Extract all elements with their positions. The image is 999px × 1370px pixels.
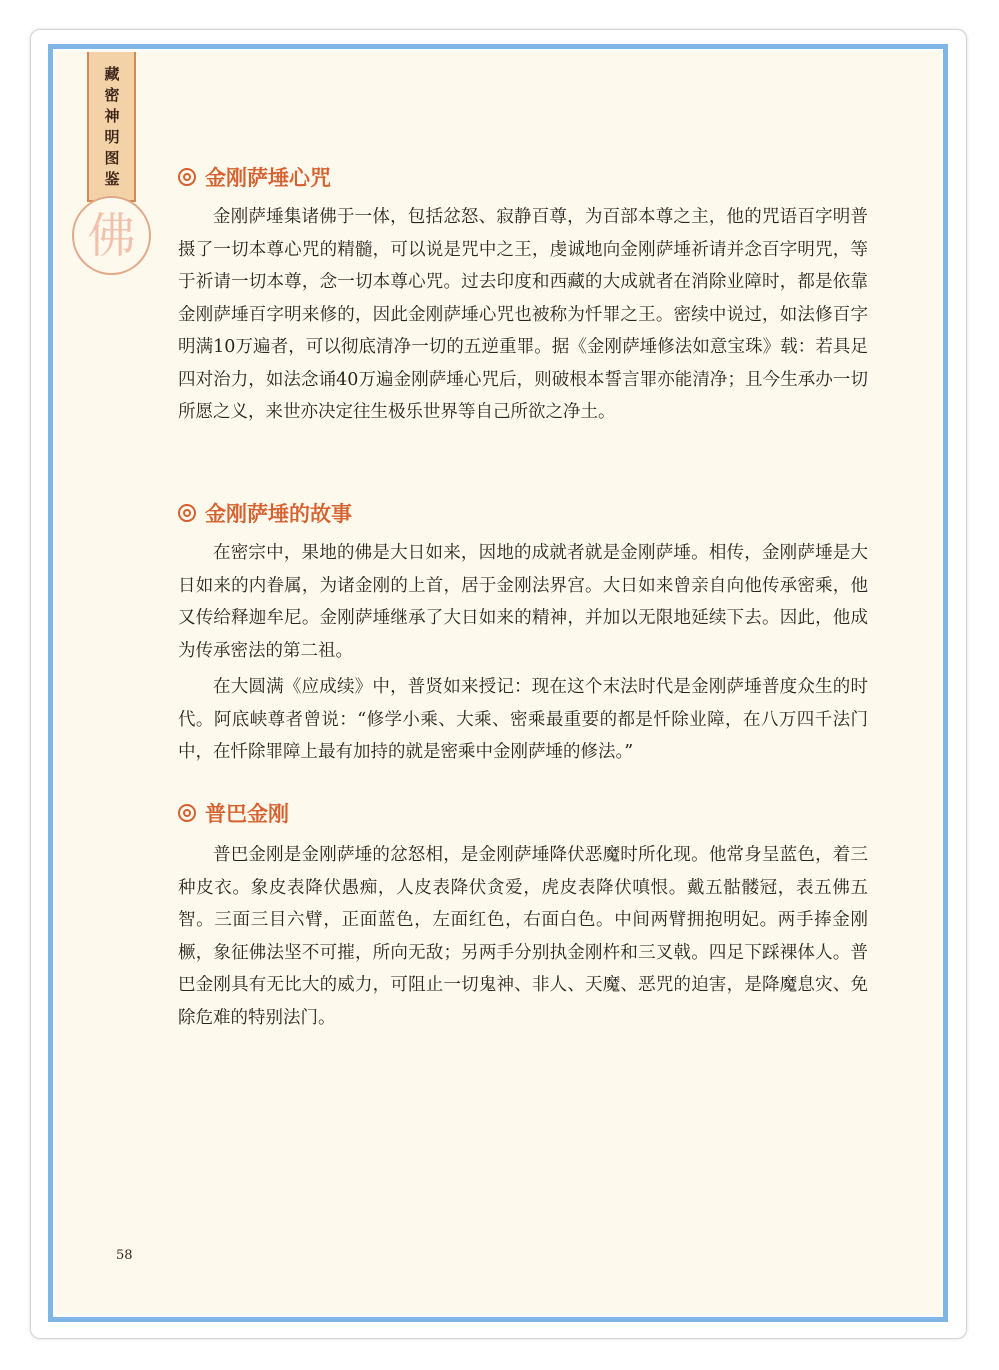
double-circle-icon — [178, 168, 196, 186]
section-heading-story — [178, 498, 352, 528]
section-paragraph: 金刚萨埵集诸佛于一体，包括忿怒、寂静百尊，为百部本尊之主，他的咒语百字明普摄了一切本尊心咒的精髓，可以说是咒中之王，虔诚地向金刚萨埵祈请并念百字明咒，等于祈请一切本尊，念一切本尊心咒。过去印度和西藏的大成就者在消除业障时，都是依靠金刚萨埵百字明来修的，因此金刚萨埵心咒也被称为忏罪之王。密续中说过，如法修百字明满10万遍者，可以彻底清净一切的五逆重罪。据《金刚萨埵修法如意宝珠》载：若具足四对治力，如法念诵40万遍金刚萨埵心咒后，则破根本誓言罪亦能清净；且今生承办一切所愿之义，来世亦决定往生极乐世界等自己所欲之净土。 — [178, 207, 868, 422]
section-paragraph: 普巴金刚是金刚萨埵的忿怒相，是金刚萨埵降伏恶魔时所化现。他常身呈蓝色，着三种皮衣。象皮表降伏愚痴，人皮表降伏贪爱，虎皮表降伏嗔恨。戴五骷髅冠，表五佛五智。三面三目六臂，正面蓝色，左面红色，右面白色。中间两臂拥抱明妃。两手捧金刚橛，象征佛法坚不可摧，所向无敌；另两手分别执金刚杵和三叉戟。四足下踩裸体人。普巴金刚具有无比大的威力，可阻止一切鬼神、非人、天魔、恶咒的迫害，是降魔息灾、免除危难的特别法门。 — [178, 845, 868, 1028]
page-number: 58 — [116, 1248, 133, 1263]
book-page — [55, 51, 941, 1315]
section-heading-mantra — [178, 162, 331, 192]
section-heading-text: 金刚萨埵的故事 — [205, 502, 352, 526]
section-heading-text: 普巴金刚 — [205, 802, 289, 826]
chapter-tab — [87, 52, 136, 202]
seal-character: 佛 — [87, 207, 136, 264]
buddha-seal-icon — [72, 196, 151, 275]
section-heading-text: 金刚萨埵心咒 — [205, 166, 331, 190]
chapter-tab-label: 藏密神明图鉴 — [102, 66, 121, 192]
section-heading-vajrakilaya — [178, 798, 289, 828]
section-paragraph: 在密宗中，果地的佛是大日如来，因地的成就者就是金刚萨埵。相传，金刚萨埵是大日如来的内眷属，为诸金刚的上首，居于金刚法界宫。大日如来曾亲自向他传承密乘，他又传给释迦牟尼。金刚萨埵继承了大日如来的精神，并加以无限地延续下去。因此，他成为传承密法的第二祖。 — [178, 543, 868, 661]
double-circle-icon — [178, 504, 196, 522]
double-circle-icon — [178, 804, 196, 822]
section-paragraph: 在大圆满《应成续》中，普贤如来授记：现在这个末法时代是金刚萨埵普度众生的时代。阿底峡尊者曾说：“修学小乘、大乘、密乘最重要的都是忏除业障，在八万四千法门中，在忏除罪障上最有加持的就是密乘中金刚萨埵的修法。” — [178, 677, 868, 762]
